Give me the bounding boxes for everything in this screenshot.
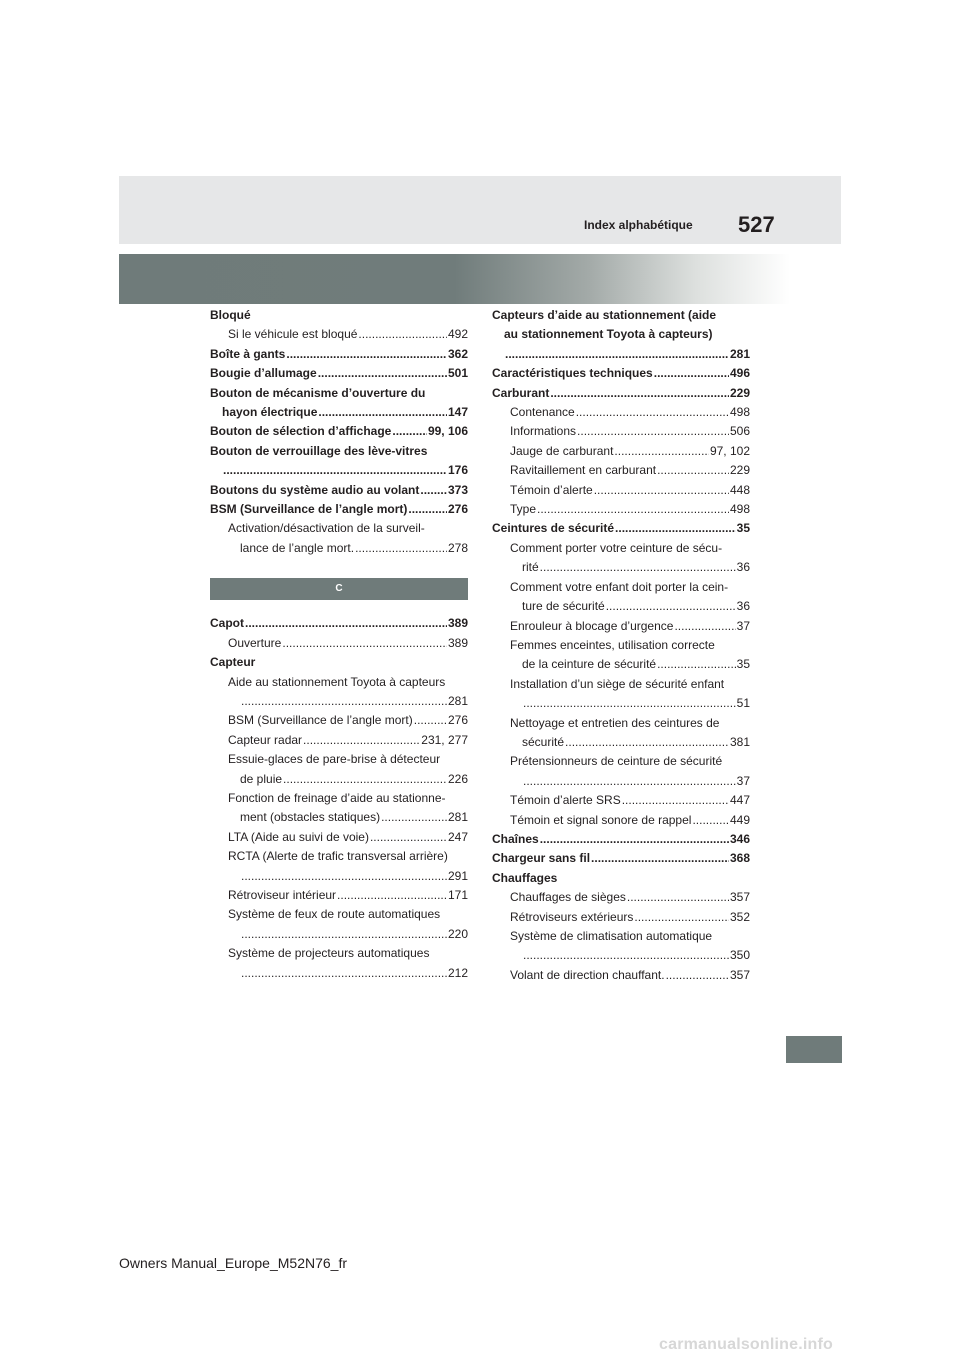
- index-entry-page: 449: [729, 812, 750, 827]
- index-entry-term: Ouverture: [228, 635, 282, 650]
- index-entry-term: Caractéristiques techniques: [492, 366, 653, 381]
- index-entry: [210, 614, 468, 633]
- page-number: 527: [738, 212, 775, 237]
- index-entry-term: RCTA (Alerte de trafic transversal arrière): [228, 849, 448, 864]
- index-entry-page: 226: [447, 771, 468, 786]
- index-entry: [210, 886, 468, 905]
- index-entry-term: Activation/désactivation de la surveil-: [228, 521, 425, 536]
- leader-dots: [654, 364, 729, 383]
- leader-dots: [282, 634, 447, 653]
- leader-dots: [594, 481, 729, 500]
- index-entry-term: Rétroviseurs extérieurs: [510, 909, 634, 924]
- index-entry-term: Si le véhicule est bloqué: [228, 327, 358, 342]
- index-entry: [210, 653, 468, 672]
- index-entry-term: Capteurs d’aide au stationnement (aide: [492, 308, 717, 322]
- index-entry-term: Capteur: [210, 655, 256, 670]
- index-entry-term: Bouton de verrouillage des lève-vitres: [210, 443, 428, 458]
- index-entry-term: Boutons du système audio au volant: [210, 482, 420, 497]
- index-entry-term: Ceintures de sécurité: [492, 521, 615, 536]
- leader-dots: [622, 791, 729, 810]
- index-entry: [210, 711, 468, 730]
- leader-dots: [241, 925, 447, 944]
- header-band: [119, 176, 841, 244]
- index-entry-term: Enrouleur à blocage d’urgence: [510, 618, 674, 633]
- section-title: Index alphabétique: [584, 218, 693, 232]
- index-entry: [210, 925, 468, 944]
- index-entry-term: Chauffages: [492, 870, 558, 885]
- index-entry-page: 357: [729, 890, 750, 905]
- index-entry: [492, 752, 750, 771]
- index-entry-term: Témoin et signal sonore de rappel: [510, 812, 692, 827]
- index-entry-page: 501: [447, 366, 468, 381]
- footer-document-name: Owners Manual_Europe_M52N76_fr: [119, 1255, 348, 1271]
- index-entry: [492, 694, 750, 713]
- leader-dots: [420, 481, 447, 500]
- index-entry: [492, 306, 750, 325]
- index-entry: [210, 944, 468, 963]
- index-entry-page: 276: [447, 502, 468, 517]
- index-entry-page: 229: [729, 463, 750, 478]
- index-entry-page: 492: [447, 327, 468, 342]
- index-entry: [492, 500, 750, 519]
- index-entry-page: 447: [729, 793, 750, 808]
- index-entry: [492, 888, 750, 907]
- index-entry: [210, 539, 468, 558]
- index-entry: [210, 673, 468, 692]
- index-entry-term: de pluie: [240, 771, 283, 786]
- index-entry: [210, 422, 468, 441]
- index-entry-term: Aide au stationnement Toyota à capteurs: [228, 674, 446, 689]
- index-entry: [492, 733, 750, 752]
- index-entry: [492, 772, 750, 791]
- leader-dots: [523, 772, 736, 791]
- index-entry-page: 498: [729, 502, 750, 517]
- index-entry-term: Chaînes: [492, 831, 539, 846]
- index-column-left: [210, 306, 468, 983]
- index-entry-term: Bouton de sélection d’affichage: [210, 424, 392, 439]
- leader-dots: [591, 849, 729, 868]
- index-entry-term: Fonction de freinage d’aide au stationne-: [228, 790, 446, 805]
- leader-dots: [615, 519, 736, 538]
- index-entry: [210, 364, 468, 383]
- index-entry-page: 389: [447, 635, 468, 650]
- index-entry: [210, 964, 468, 983]
- leader-dots: [550, 384, 729, 403]
- index-entry-page: 506: [729, 424, 750, 439]
- index-entry: [492, 655, 750, 674]
- decorative-bar: [119, 254, 790, 304]
- index-entry: [210, 867, 468, 886]
- index-entry: [210, 306, 468, 325]
- index-entry-term: Comment votre enfant doit porter la cein-: [510, 579, 729, 594]
- index-entry: [210, 731, 468, 750]
- index-entry: [492, 946, 750, 965]
- index-entry-page: 35: [736, 657, 750, 672]
- index-entry-page: 352: [729, 909, 750, 924]
- leader-dots: [392, 422, 427, 441]
- index-entry: [492, 849, 750, 868]
- index-entry-term: Comment porter votre ceinture de sécu-: [510, 540, 723, 555]
- chapter-side-tab: [786, 1036, 842, 1063]
- index-entry-page: 231, 277: [421, 732, 468, 747]
- index-entry-term: Témoin d’alerte SRS: [510, 793, 621, 808]
- index-entry: [210, 750, 468, 769]
- index-entry-term: Essuie-glaces de pare-brise à détecteur: [228, 752, 441, 767]
- index-entry-term: Femmes enceintes, utilisation correcte: [510, 637, 715, 652]
- index-entry-page: 357: [729, 967, 750, 982]
- index-entry: [492, 811, 750, 830]
- index-entry-term: Système de projecteurs automatiques: [228, 946, 430, 961]
- index-entry-term: BSM (Surveillance de l’angle mort): [228, 713, 413, 728]
- index-entry-term: Informations: [510, 424, 577, 439]
- index-entry-term: Contenance: [510, 405, 575, 420]
- leader-dots: [414, 711, 447, 730]
- entries-b: [210, 306, 468, 558]
- index-entry-page: 381: [729, 734, 750, 749]
- leader-dots: [576, 403, 729, 422]
- index-entry-term: Chauffages de sièges: [510, 890, 626, 905]
- index-entry-term: rité: [522, 560, 539, 575]
- leader-dots: [318, 364, 447, 383]
- index-entry-page: 36: [736, 599, 750, 614]
- index-entry-page: 36: [736, 560, 750, 575]
- index-entry-term: Carburant: [492, 385, 550, 400]
- leader-dots: [540, 558, 736, 577]
- index-entry: [210, 403, 468, 422]
- index-entry-page: 276: [447, 713, 468, 728]
- leader-dots: [606, 597, 736, 616]
- index-entry: [492, 481, 750, 500]
- index-entry-term: sécurité: [522, 734, 565, 749]
- index-entry-term: Chargeur sans fil: [492, 851, 591, 866]
- index-entry: [210, 519, 468, 538]
- index-entry-page: 171: [447, 887, 468, 902]
- index-entry-page: 147: [447, 405, 468, 420]
- index-entry-page: 35: [736, 521, 750, 536]
- index-entry-term: Bougie d’allumage: [210, 366, 317, 381]
- index-entry-term: Système de feux de route automatiques: [228, 907, 441, 922]
- leader-dots: [627, 888, 729, 907]
- index-entry: [492, 364, 750, 383]
- index-entry-page: 229: [729, 385, 750, 400]
- index-entry: [210, 692, 468, 711]
- index-entry: [210, 461, 468, 480]
- index-entry: [492, 325, 750, 344]
- leader-dots: [505, 345, 729, 364]
- index-entry: [210, 384, 468, 403]
- letter-heading-c: C: [210, 578, 468, 600]
- index-entry-page: 496: [729, 366, 750, 381]
- index-entry: [210, 770, 468, 789]
- index-entry: [492, 830, 750, 849]
- leader-dots: [614, 442, 709, 461]
- leader-dots: [666, 966, 729, 985]
- leader-dots: [408, 500, 447, 519]
- index-entry-term: Type: [510, 502, 537, 517]
- leader-dots: [565, 733, 729, 752]
- index-entry-term: Capteur radar: [228, 732, 303, 747]
- index-entry: [492, 345, 750, 364]
- index-entry: [492, 578, 750, 597]
- leader-dots: [241, 692, 447, 711]
- index-entry: [210, 847, 468, 866]
- index-entry-term: Volant de direction chauffant.: [510, 967, 665, 982]
- index-entry: [210, 442, 468, 461]
- index-entry: [492, 714, 750, 733]
- index-entry: [492, 908, 750, 927]
- index-entry-page: 389: [447, 616, 468, 631]
- leader-dots: [674, 617, 735, 636]
- leader-dots: [241, 964, 447, 983]
- index-entry-term: Système de climatisation automatique: [510, 929, 713, 943]
- index-entry: [492, 597, 750, 616]
- index-entry-page: 346: [729, 831, 750, 846]
- watermark: carmanualsonline.info: [659, 1336, 834, 1353]
- leader-dots: [286, 345, 447, 364]
- leader-dots: [537, 500, 729, 519]
- leader-dots: [318, 403, 447, 422]
- index-entry: [210, 808, 468, 827]
- index-entry-page: 368: [729, 851, 750, 866]
- index-entry: [492, 927, 750, 946]
- index-entry-term: Prétensionneurs de ceinture de sécurité: [510, 754, 723, 769]
- index-entry-page: 448: [729, 482, 750, 497]
- index-entry-page: 350: [729, 948, 750, 963]
- index-entry: [492, 617, 750, 636]
- index-entry: [492, 791, 750, 810]
- leader-dots: [540, 830, 729, 849]
- entries-c: [210, 614, 468, 983]
- index-entry-page: 99, 106: [427, 424, 468, 439]
- index-entry-page: 281: [447, 693, 468, 708]
- leader-dots: [355, 539, 447, 558]
- index-entry: [210, 325, 468, 344]
- index-entry-page: 51: [736, 696, 750, 711]
- index-entry-term: Rétroviseur intérieur: [228, 887, 337, 902]
- leader-dots: [657, 461, 729, 480]
- index-entry: [210, 789, 468, 808]
- leader-dots: [358, 325, 447, 344]
- index-entry-page: 97, 102: [709, 443, 750, 458]
- index-entry-term: Témoin d’alerte: [510, 482, 593, 497]
- leader-dots: [303, 731, 420, 750]
- leader-dots: [523, 946, 729, 965]
- leader-dots: [634, 908, 729, 927]
- index-entry-term: lance de l’angle mort.: [240, 540, 355, 555]
- index-entry: [210, 500, 468, 519]
- index-entry: [492, 636, 750, 655]
- index-entry-page: 212: [447, 965, 468, 980]
- index-entry: [492, 384, 750, 403]
- index-entry-term: LTA (Aide au suivi de voie): [228, 829, 369, 844]
- index-entry-term: Bouton de mécanisme d’ouverture du: [210, 385, 426, 400]
- leader-dots: [657, 655, 736, 674]
- index-entry-page: 373: [447, 482, 468, 497]
- index-entry-term: hayon électrique: [222, 405, 318, 420]
- index-entry-term: de la ceinture de sécurité: [522, 657, 657, 672]
- leader-dots: [337, 886, 447, 905]
- index-entry: [210, 905, 468, 924]
- index-entry: [492, 519, 750, 538]
- index-entry-page: 281: [447, 810, 468, 825]
- index-entry-term: BSM (Surveillance de l’angle mort): [210, 502, 408, 517]
- index-entry: [492, 869, 750, 888]
- leader-dots: [577, 422, 729, 441]
- index-entry-term: ment (obstacles statiques): [240, 810, 381, 825]
- index-entry-page: 498: [729, 405, 750, 420]
- index-entry-term: Installation d’un siège de sécurité enfant: [510, 676, 725, 691]
- index-entry: [210, 828, 468, 847]
- leader-dots: [692, 811, 729, 830]
- index-entry-page: 278: [447, 540, 468, 555]
- index-entry: [492, 539, 750, 558]
- entries-c-continued: [492, 306, 750, 985]
- index-entry-term: Boîte à gants: [210, 346, 286, 361]
- index-entry: [492, 403, 750, 422]
- leader-dots: [381, 808, 447, 827]
- index-entry-term: Jauge de carburant: [510, 443, 614, 458]
- index-entry-term: Capot: [210, 616, 244, 631]
- index-entry-page: 220: [447, 926, 468, 941]
- index-entry-page: 281: [729, 346, 750, 361]
- index-entry-term: au stationnement Toyota à capteurs): [504, 327, 713, 342]
- index-entry: [492, 558, 750, 577]
- leader-dots: [283, 770, 447, 789]
- index-entry-term: ture de sécurité: [522, 599, 605, 614]
- index-entry: [492, 442, 750, 461]
- index-entry: [210, 345, 468, 364]
- index-entry-page: 291: [447, 868, 468, 883]
- index-entry: [210, 634, 468, 653]
- index-entry: [210, 481, 468, 500]
- index-entry-page: 37: [736, 618, 750, 633]
- index-column-right: [492, 306, 750, 985]
- index-entry: [492, 422, 750, 441]
- index-entry-term: Nettoyage et entretien des ceintures de: [510, 715, 720, 730]
- index-entry: [492, 675, 750, 694]
- index-entry: [492, 966, 750, 985]
- leader-dots: [245, 614, 447, 633]
- index-entry-page: 362: [447, 346, 468, 361]
- leader-dots: [370, 828, 447, 847]
- index-entry: [492, 461, 750, 480]
- index-entry-term: Ravitaillement en carburant: [510, 463, 657, 478]
- leader-dots: [241, 867, 447, 886]
- leader-dots: [223, 461, 447, 480]
- index-entry-term: Bloqué: [210, 308, 251, 322]
- index-entry-page: 247: [447, 829, 468, 844]
- index-entry-page: 37: [736, 773, 750, 788]
- index-entry-page: 176: [447, 463, 468, 478]
- leader-dots: [523, 694, 736, 713]
